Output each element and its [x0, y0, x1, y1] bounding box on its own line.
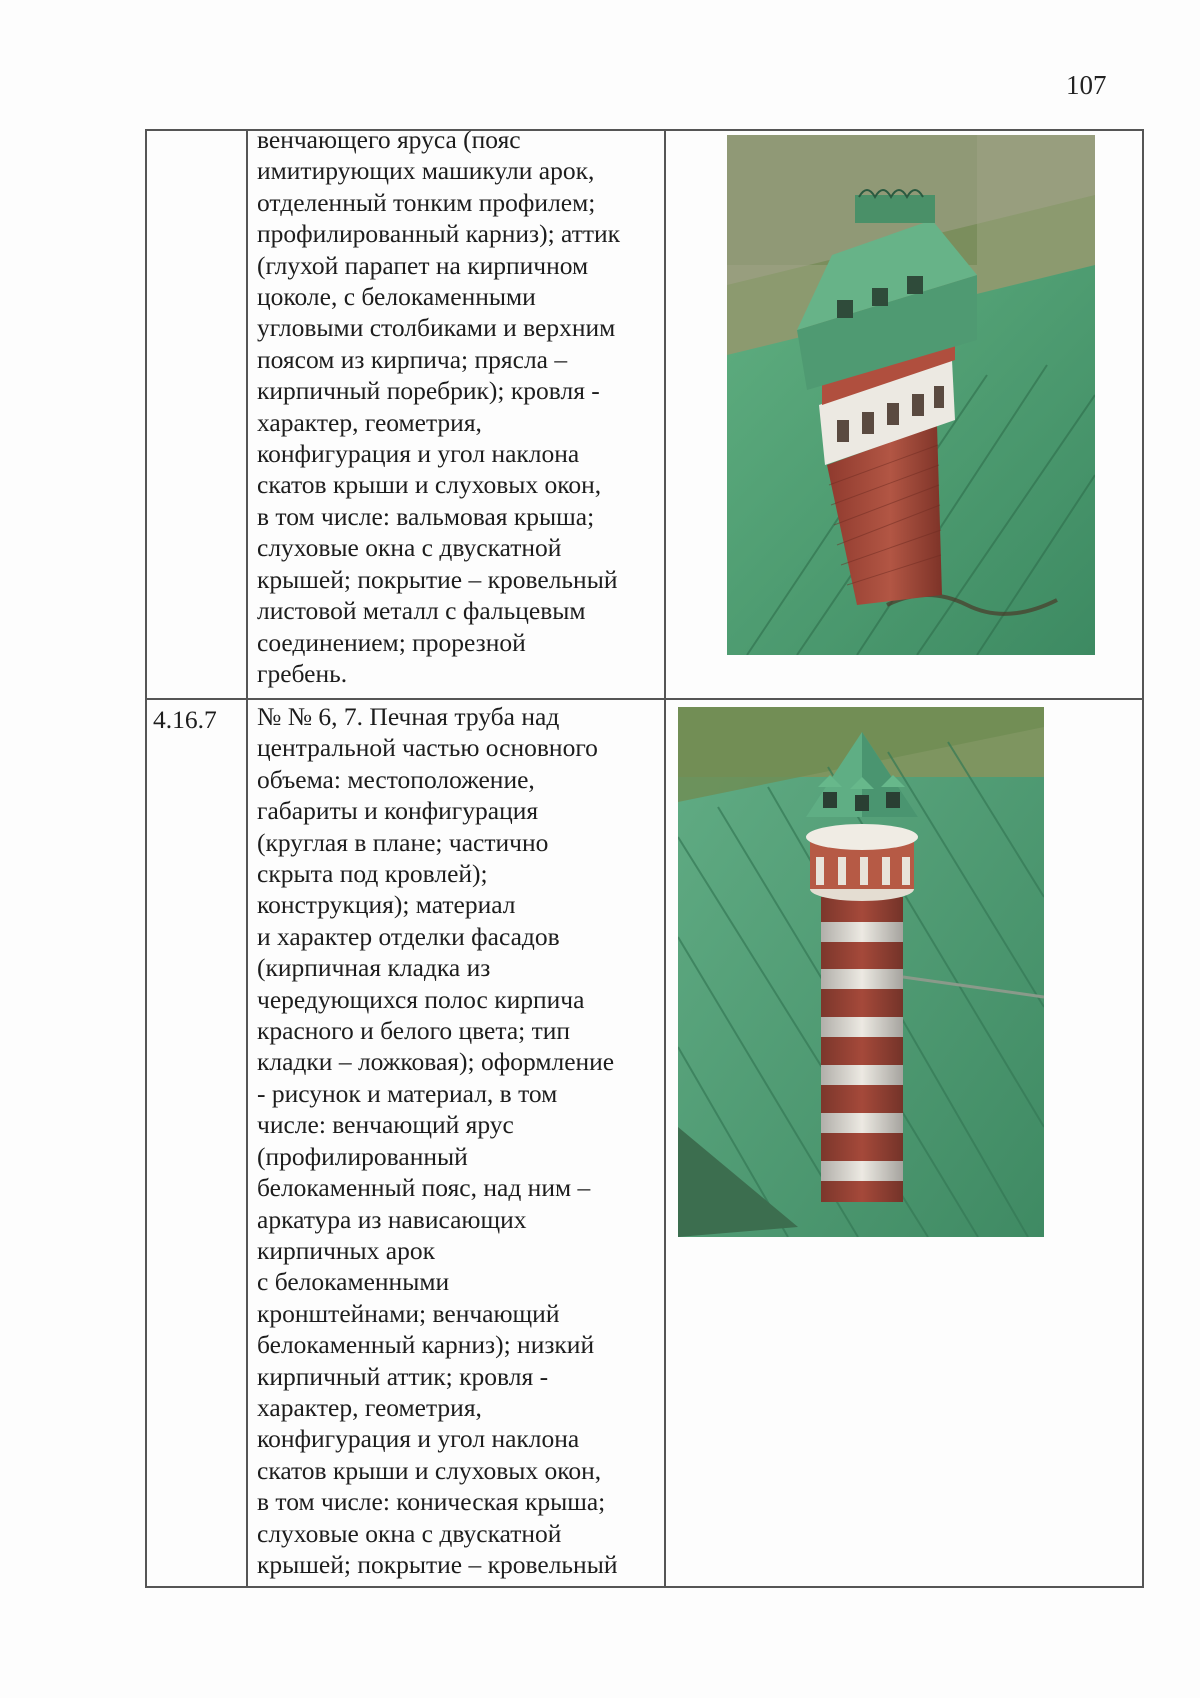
description-line: слуховые окна с двускатной	[257, 1518, 562, 1548]
table-left-border	[145, 129, 147, 1587]
description-line: венчающего яруса (пояс	[257, 125, 521, 154]
description-line: цоколе, с белокаменными	[257, 282, 536, 312]
description-line: конфигурация и угол наклона	[257, 439, 580, 469]
description-line: скрыта под кровлей);	[257, 859, 488, 889]
description-line: профилированный карниз); аттик	[257, 219, 621, 249]
description-line: кладки – ложковая); оформление	[257, 1047, 615, 1077]
description-line: (кирпичная кладка из	[257, 953, 491, 983]
description-line: слуховые окна с двускатной	[257, 533, 562, 563]
description-line: скатов крыши и слуховых окон,	[257, 1455, 602, 1485]
description-line: характер, геометрия,	[257, 1392, 482, 1422]
row-2-number: 4.16.7	[153, 705, 217, 734]
description-line: - рисунок и материал, в том	[257, 1078, 558, 1108]
description-line: белокаменный пояс, над ним –	[257, 1173, 591, 1203]
description-line: кирпичных арок	[257, 1235, 436, 1265]
column-divider-number	[246, 129, 248, 1587]
page-number: 107	[1066, 70, 1107, 100]
description-line: соединением; прорезной	[257, 627, 526, 657]
description-line: центральной частью основного	[257, 733, 598, 763]
description-line: красного и белого цвета; тип	[257, 1016, 571, 1046]
description-line: характер, геометрия,	[257, 407, 482, 437]
description-line: угловыми столбиками и верхним	[257, 313, 616, 343]
description-line: чередующихся полос кирпича	[257, 984, 585, 1014]
description-line: поясом из кирпича; прясла –	[257, 344, 568, 374]
description-line: № № 6, 7. Печная труба над	[257, 702, 560, 731]
row-1-chimney-photo	[727, 135, 1095, 655]
description-line: кирпичный аттик; кровля -	[257, 1361, 549, 1391]
description-line: отделенный тонким профилем;	[257, 187, 596, 217]
table-right-border	[1142, 129, 1144, 1587]
row-divider	[145, 698, 1144, 700]
table-bottom-border	[145, 1586, 1144, 1588]
description-line: конфигурация и угол наклона	[257, 1424, 580, 1454]
row-2-description	[257, 701, 618, 1580]
description-line: в том числе: вальмовая крыша;	[257, 501, 595, 531]
column-divider-description	[664, 129, 666, 1587]
row-1-description	[257, 124, 620, 689]
description-line: с белокаменными	[257, 1267, 450, 1297]
description-line: (круглая в плане; частично	[257, 827, 549, 857]
description-line: числе: венчающий ярус	[257, 1110, 514, 1140]
description-line: конструкция); материал	[257, 890, 516, 920]
description-line: в том числе: коническая крыша;	[257, 1487, 606, 1517]
description-line: аркатура из нависающих	[257, 1204, 527, 1234]
description-line: белокаменный карниз); низкий	[257, 1330, 595, 1360]
description-line: кирпичный поребрик); кровля -	[257, 376, 600, 406]
description-line: объема: местоположение,	[257, 764, 535, 794]
row-2-chimney-photo	[678, 707, 1044, 1237]
heritage-table	[145, 125, 1144, 1587]
description-line: листовой металл с фальцевым	[257, 596, 586, 626]
description-line: габариты и конфигурация	[257, 796, 539, 826]
description-line: крышей; покрытие – кровельный	[257, 1549, 618, 1579]
description-line: имитирующих машикули арок,	[257, 156, 595, 186]
description-line: и характер отделки фасадов	[257, 921, 560, 951]
description-line: (глухой парапет на кирпичном	[257, 250, 589, 280]
description-line: крышей; покрытие – кровельный	[257, 564, 618, 594]
description-line: гребень.	[257, 658, 348, 688]
description-line: кронштейнами; венчающий	[257, 1298, 560, 1328]
description-line: скатов крыши и слуховых окон,	[257, 470, 602, 500]
description-line: (профилированный	[257, 1141, 468, 1171]
